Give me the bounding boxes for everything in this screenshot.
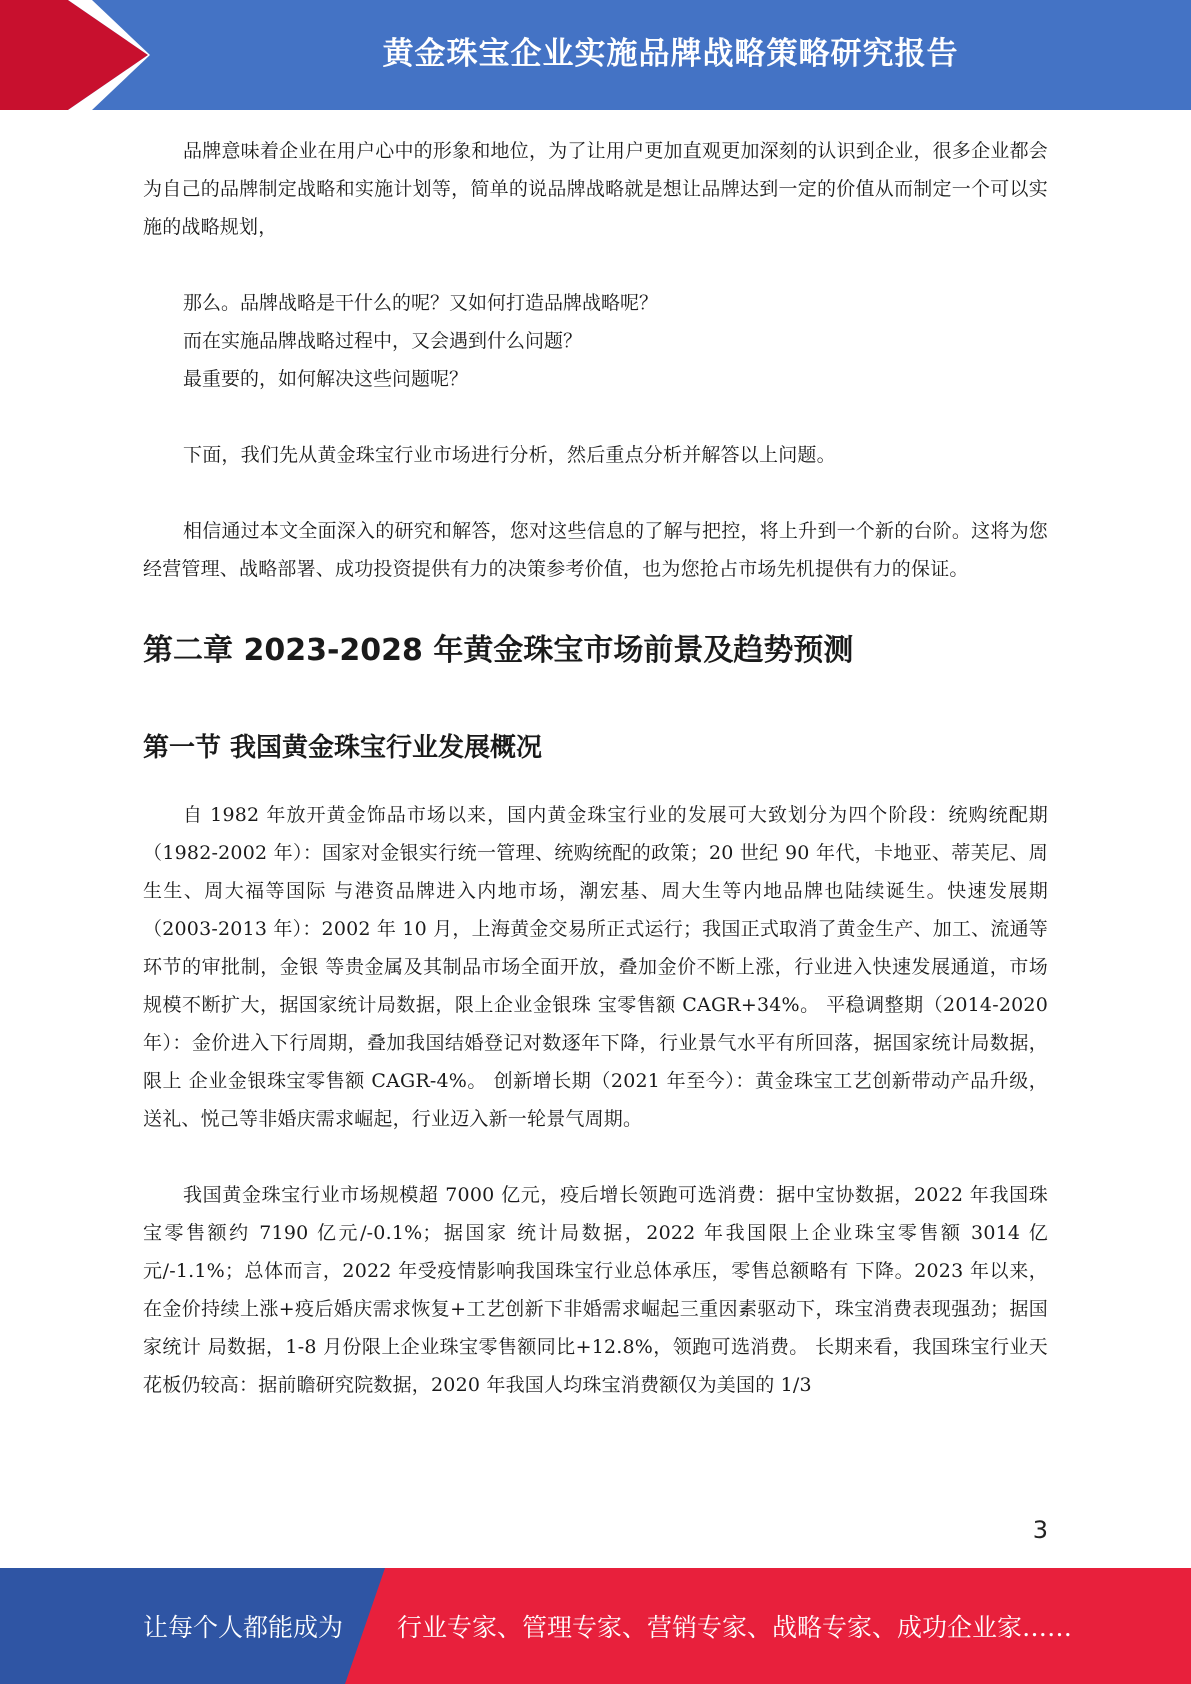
value-paragraph: 相信通过本文全面深入的研究和解答，您对这些信息的了解与把控，将上升到一个新的台阶。这将为您经营管理、战略部署、成功投资提供有力的决策参考价值，也为您抢占市场先机提供有力的保证。	[143, 520, 1048, 580]
history-paragraph: 自 1982 年放开黄金饰品市场以来，国内黄金珠宝行业的发展可大致划分为四个阶段：统购统配期（1982-2002 年）：国家对金银实行统一管理、统购统配的政策；20 世纪 90 年代，卡地亚、蒂芙尼、周生生、周大福等国际 与港资品牌进入内地市场，潮宏基、周大生等内地品牌也陆续诞生。快速发展期（2003-2013 年）：2002 年 10 月，上海黄金交易所正式运行；我国正式取消了黄金生产、加工、流通等环节的审批制，金银 等贵金属及其制品市场全面开放，叠加金价不断上涨，行业进入快速发展通道，市场规模不断扩大，据国家统计局数据，限上企业金银珠 宝零售额 CAGR+34%。 平稳调整期（2014-2020 年）：金价进入下行周期，叠加我国结婚登记对数逐年下降，行业景气水平有所回落，据国家统计局数据，限上 企业金银珠宝零售额 CAGR-4%。 创新增长期（2021 年至今）：黄金珠宝工艺创新带动产品升级，送礼、悦己等非婚庆需求崛起，行业迈入新一轮景气周期。	[143, 804, 1048, 1130]
question-line: 而在实施品牌战略过程中，又会遇到什么问题？	[183, 330, 583, 352]
market-paragraph: 我国黄金珠宝行业市场规模超 7000 亿元，疫后增长领跑可选消费：据中宝协数据，2022 年我国珠宝零售额约 7190 亿元/-0.1%；据国家 统计局数据，2022 年我国限上企业珠宝零售额 3014 亿元/-1.1%；总体而言，2022 年受疫情影响我国珠宝行业总体承压，零售总额略有 下降。2023 年以来，在金价持续上涨+疫后婚庆需求恢复+工艺创新下非婚需求崛起三重因素驱动下，珠宝消费表现强劲；据国家统计 局数据，1-8 月份限上企业珠宝零售额同比+12.8%，领跑可选消费。 长期来看，我国珠宝行业天花板仍较高：据前瞻研究院数据，2020 年我国人均珠宝消费额仅为美国的 1/3	[143, 1184, 1048, 1396]
section-heading: 第一节 我国黄金珠宝行业发展概况	[143, 733, 543, 763]
intro-paragraph: 品牌意味着企业在用户心中的形象和地位，为了让用户更加直观更加深刻的认识到企业，很多企业都会为自己的品牌制定战略和实施计划等，简单的说品牌战略就是想让品牌达到一定的价值从而制定一个可以实施的战略规划，	[143, 140, 1048, 238]
question-line: 那么。品牌战略是干什么的呢？又如何打造品牌战略呢？	[183, 292, 659, 314]
footer-slogan-left: 让每个人都能成为	[143, 1613, 344, 1642]
question-line: 最重要的，如何解决这些问题呢？	[183, 368, 469, 390]
page-number: 3	[1032, 1516, 1048, 1544]
chapter-heading: 第二章 2023-2028 年黄金珠宝市场前景及趋势预测	[143, 633, 854, 668]
footer-band	[0, 1568, 1191, 1684]
plan-paragraph: 下面，我们先从黄金珠宝行业市场进行分析，然后重点分析并解答以上问题。	[183, 444, 836, 466]
page-body	[143, 132, 1048, 1404]
footer-slogan-right: 行业专家、管理专家、营销专家、战略专家、成功企业家……	[397, 1613, 1073, 1642]
report-title: 黄金珠宝企业实施品牌战略策略研究报告	[382, 35, 959, 72]
header-band	[0, 0, 1191, 110]
